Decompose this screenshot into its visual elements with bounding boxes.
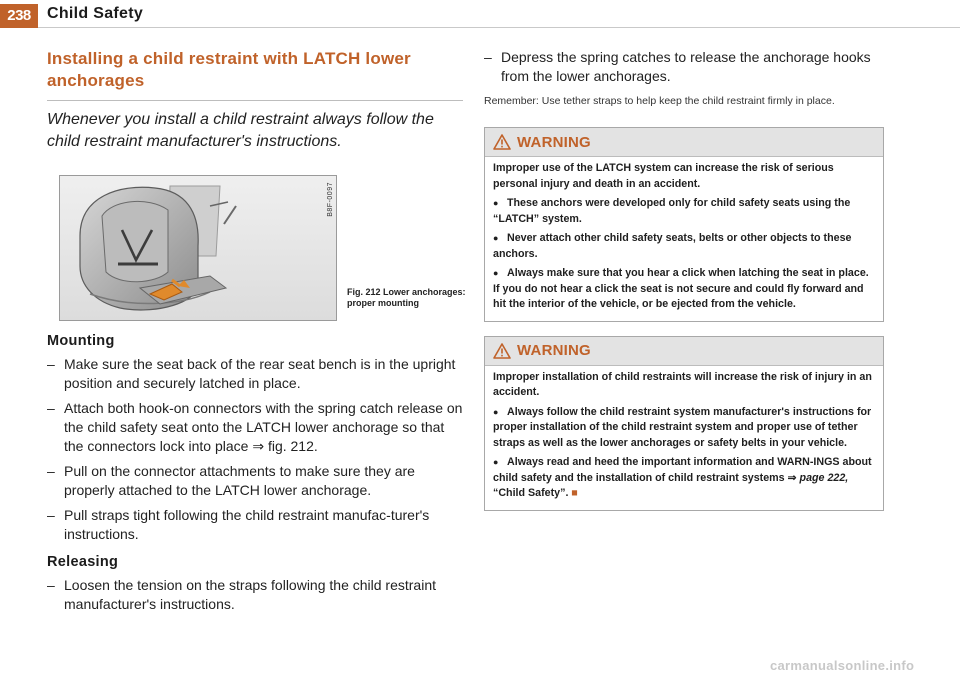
mounting-heading: Mounting <box>47 333 115 349</box>
warning-title: WARNING <box>517 133 591 151</box>
list-item: – Make sure the seat back of the rear seat bench is in the upright position and securely latched in place. <box>47 355 463 393</box>
xref-title: “Child Safety”. <box>493 487 572 499</box>
releasing-steps-continued <box>484 48 884 86</box>
warning-body <box>485 366 883 510</box>
intro-text: Whenever you install a child restraint always follow the child restraint manufacturer's instructions. <box>47 111 434 150</box>
remember-note: Remember: Use tether straps to help keep the child restraint firmly in place. <box>484 95 835 107</box>
list-item: – Attach both hook-on connectors with the spring catch release on the child safety seat onto the LATCH lower anchorage so that the connectors lock into place ⇒ fig. 212. <box>47 399 463 456</box>
warning-item: ● Never attach other child safety seats, belts or other objects to these anchors. <box>493 231 875 262</box>
warning-item: ● Always follow the child restraint system manufacturer's instructions for proper installation of the child restraint system and proper use of tether straps as well as the lower anchorages or safety belts in your vehicle. <box>493 405 875 452</box>
warning-item: ● Always make sure that you hear a click when latching the seat in place. If you do not hear a click the seat is not secure and could fly forward and hit the interior of the vehicle, or be ejected from the vehicle. <box>493 266 875 313</box>
warning-item <box>493 455 875 502</box>
warning-header <box>485 128 883 157</box>
list-item: – Pull straps tight following the child restraint manufac-turer's instructions. <box>47 506 463 544</box>
warning-title: WARNING <box>517 342 591 359</box>
figure <box>47 175 466 321</box>
releasing-steps <box>47 576 463 614</box>
warning-item: ● These anchors were developed only for child safety seats using the “LATCH” system. <box>493 196 875 227</box>
section-title: Child Safety <box>47 5 144 22</box>
releasing-heading: Releasing <box>47 554 119 570</box>
right-column <box>484 48 884 525</box>
page-number: 238 <box>0 4 38 28</box>
warning-triangle-icon <box>493 134 511 150</box>
page-header <box>0 0 960 30</box>
warning-header <box>485 337 883 366</box>
list-item: – Pull on the connector attachments to make sure they are properly attached to the LATCH lower anchorage. <box>47 462 463 500</box>
end-of-section-icon: ■ <box>571 487 578 499</box>
heading-divider <box>47 100 463 101</box>
section-heading: Installing a child restraint with LATCH lower anchorages <box>47 49 411 90</box>
warning-lead: Improper use of the LATCH system can increase the risk of serious personal injury and death in an accident. <box>493 162 834 190</box>
figure-image <box>59 175 337 321</box>
warning-box <box>484 127 884 322</box>
warning-box <box>484 336 884 511</box>
mounting-steps <box>47 355 463 544</box>
warning-lead: Improper installation of child restraints will increase the risk of injury in an accident. <box>493 370 872 398</box>
warning-item-text: Always read and heed the important information and WARN-INGS about child safety and the installation of child restraint systems <box>493 456 872 484</box>
warning-triangle-icon <box>493 343 511 359</box>
page-reference-link[interactable]: page 222, <box>799 471 849 484</box>
figure-caption: Fig. 212 Lower anchorages: proper mounting <box>347 287 466 308</box>
figure-code: B8F-0097 <box>327 182 334 217</box>
header-divider <box>38 27 960 28</box>
watermark: carmanualsonline.info <box>770 658 915 673</box>
xref-arrow: ⇒ <box>787 471 797 484</box>
warning-body <box>485 157 883 321</box>
list-item: – Depress the spring catches to release the anchorage hooks from the lower anchorages. <box>484 48 884 86</box>
child-seat-illustration-icon <box>60 176 337 321</box>
list-item: – Loosen the tension on the straps following the child restraint manufacturer's instructions. <box>47 576 463 614</box>
left-column <box>47 48 466 620</box>
